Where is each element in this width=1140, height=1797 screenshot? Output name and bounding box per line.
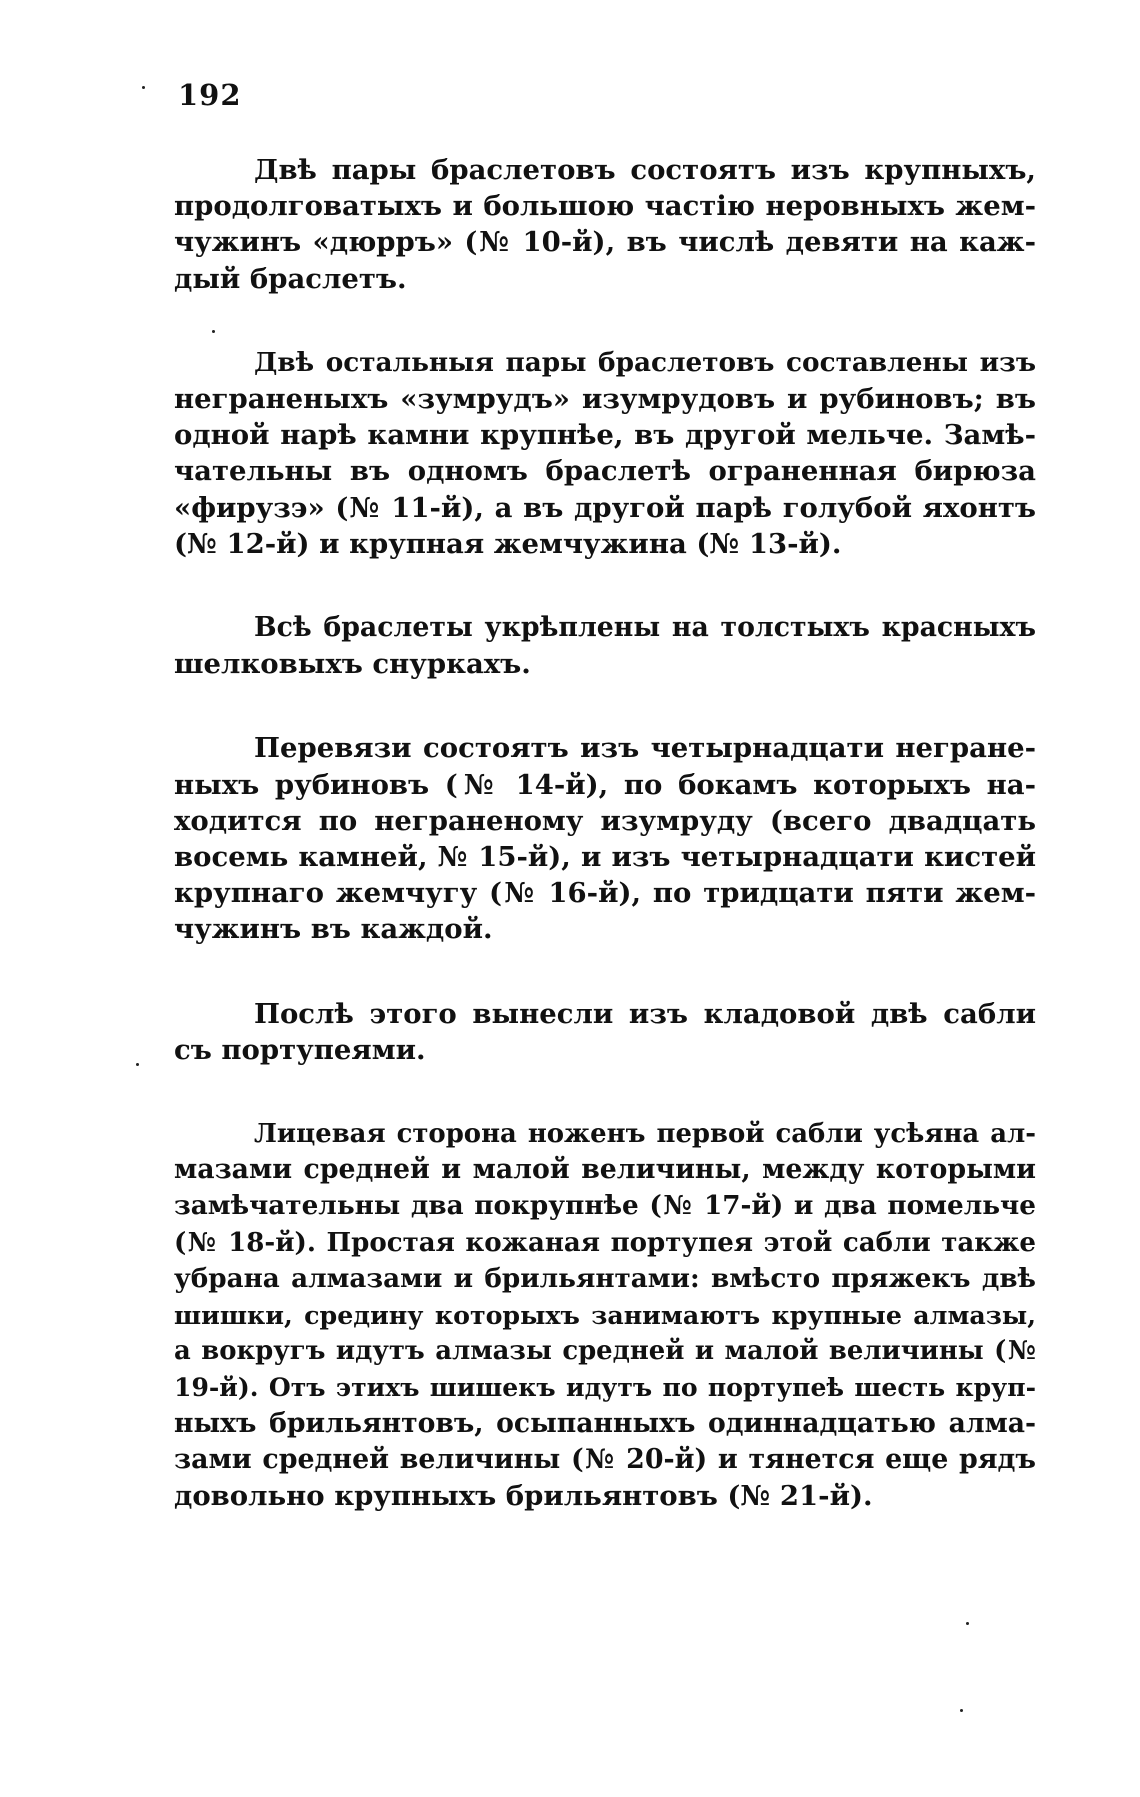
text-line: убрана алмазами и брильянтами: вмѣсто пряжекъ двѣ	[174, 1262, 1036, 1294]
text-line: продолговатыхъ и большою частію неровныхъ жем-	[174, 190, 1036, 223]
paragraph-sashes	[174, 730, 1036, 947]
text-line: ныхъ брильянтовъ, осыпанныхъ одиннадцатью алма-	[174, 1407, 1036, 1439]
paragraph-bracelets-emeralds	[174, 345, 1036, 562]
scan-speck	[212, 330, 215, 333]
text-line: мазами средней и малой величины, между которыми	[174, 1154, 1036, 1186]
text-line: (№ 12-й) и крупная жемчужина (№ 13-й).	[174, 527, 842, 560]
paragraph-bracelets-cords	[174, 610, 1036, 682]
text-line: ныхъ рубиновъ (№ 14-й), по бокамъ которыхъ на-	[174, 768, 1036, 801]
text-line: ходится по неграненому изумруду (всего двадцать	[174, 804, 1036, 837]
page-number: 192	[178, 78, 242, 112]
text-line: чужинъ «дюрръ» (№ 10-й), въ числѣ девяти на каж-	[174, 226, 1036, 259]
text-line: Послѣ этого вынесли изъ кладовой двѣ сабли	[254, 997, 1036, 1030]
scan-speck	[142, 86, 145, 89]
text-line: восемь камней, № 15-й), и изъ четырнадцати кистей	[174, 841, 1036, 874]
scan-speck	[966, 1622, 969, 1625]
text-line: Двѣ пары браслетовъ состоятъ изъ крупныхъ,	[254, 154, 1036, 186]
body-text	[174, 152, 1036, 1562]
text-line: неграненыхъ «зумрудъ» изумрудовъ и рубиновъ; въ	[174, 383, 1036, 416]
text-line: Лицевая сторона ноженъ первой сабли усѣяна ал-	[254, 1119, 1036, 1150]
paragraph-first-sabre	[174, 1116, 1036, 1514]
text-line: «фирузэ» (№ 11-й), а въ другой парѣ голубой яхонтъ	[174, 491, 1036, 524]
text-line: Всѣ браслеты укрѣплены на толстыхъ красныхъ	[254, 612, 1036, 644]
scan-speck	[136, 1063, 139, 1066]
text-line: а вокругъ идутъ алмазы средней и малой величины (№	[174, 1336, 1036, 1367]
text-line: Двѣ остальныя пары браслетовъ составлены изъ	[254, 346, 1036, 378]
scan-speck	[960, 1709, 963, 1712]
text-line: крупнаго жемчугу (№ 16-й), по тридцати пяти жем-	[174, 877, 1036, 910]
paragraph-sabres-intro	[174, 996, 1036, 1068]
text-line: дый браслетъ.	[174, 262, 407, 295]
text-line: зами средней величины (№ 20-й) и тянется еще рядъ	[174, 1443, 1036, 1475]
text-line: Перевязи состоятъ изъ четырнадцати негране-	[254, 732, 1036, 765]
text-line: чательны въ одномъ браслетѣ ограненная бирюза	[174, 455, 1036, 488]
text-line: довольно крупныхъ брильянтовъ (№ 21-й).	[174, 1480, 873, 1513]
text-line: шелковыхъ снуркахъ.	[174, 648, 531, 681]
text-line: 19-й). Отъ этихъ шишекъ идутъ по портупеѣ шесть круп-	[174, 1372, 1036, 1403]
text-line: одной нарѣ камни крупнѣе, въ другой мельче. Замѣ-	[174, 419, 1036, 452]
text-line: шишки, средину которыхъ занимаютъ крупные алмазы,	[174, 1300, 1036, 1331]
text-line: (№ 18-й). Простая кожаная портупея этой сабли также	[174, 1227, 1036, 1258]
text-line: чужинъ въ каждой.	[174, 913, 493, 946]
text-line: съ портупеями.	[174, 1033, 426, 1066]
paragraph-bracelets-pearls	[174, 152, 1036, 297]
text-line: замѣчательны два покрупнѣе (№ 17-й) и два помельче	[174, 1190, 1036, 1222]
